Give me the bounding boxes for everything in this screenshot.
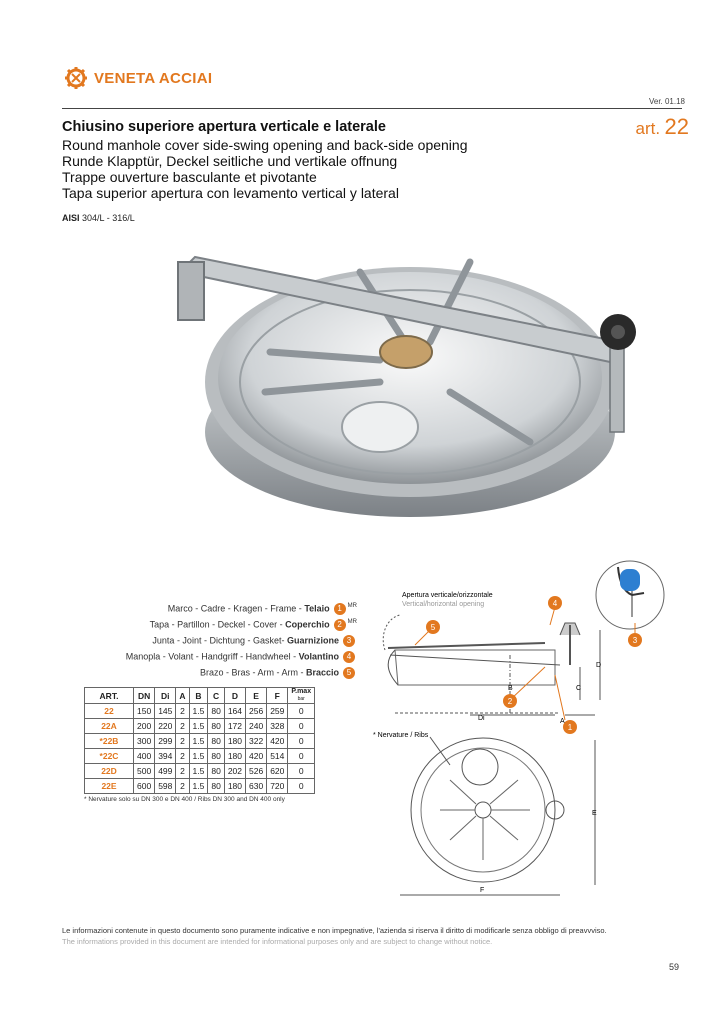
pmax-unit: bar	[297, 696, 305, 702]
table-cell: 2	[176, 779, 189, 794]
title-es: Tapa superior apertura con levamento vertical y lateral	[62, 185, 399, 201]
title-de: Runde Klapptür, Deckel seitliche und vertikale offnung	[62, 153, 398, 169]
part-item	[57, 619, 357, 631]
article-prefix: art.	[635, 119, 661, 138]
version-label: Ver. 01.18	[648, 97, 685, 106]
col-d: D	[224, 688, 245, 704]
table-row	[85, 704, 315, 719]
table-row	[85, 734, 315, 749]
part-mr: MR	[347, 619, 357, 626]
article-number	[636, 114, 690, 140]
table-cell: 150	[134, 704, 155, 719]
table-cell: 1.5	[189, 734, 208, 749]
part-item	[57, 651, 357, 663]
col-c: C	[208, 688, 224, 704]
dim-d: D	[596, 662, 602, 669]
title-en: Round manhole cover side-swing opening and back-side opening	[62, 137, 468, 153]
table-cell-art: 22A	[85, 719, 134, 734]
col-a: A	[176, 688, 189, 704]
article-value: 22	[664, 114, 689, 139]
product-photo	[170, 232, 640, 522]
table-cell: 80	[208, 764, 224, 779]
table-cell: 630	[246, 779, 267, 794]
table-cell: 0	[288, 779, 315, 794]
part-text: Marco - Cadre - Kragen - Frame -	[167, 603, 305, 614]
table-cell: 2	[176, 734, 189, 749]
col-art: ART.	[85, 688, 134, 704]
table-cell: 720	[267, 779, 288, 794]
table-cell: 420	[246, 749, 267, 764]
table-cell: 514	[267, 749, 288, 764]
table-cell: 1.5	[189, 719, 208, 734]
table-cell-art: 22D	[85, 764, 134, 779]
table-cell: 180	[224, 734, 245, 749]
part-number-badge: 3	[343, 635, 355, 647]
table-cell: 620	[267, 764, 288, 779]
table-row	[85, 719, 315, 734]
dim-di: Di	[478, 715, 485, 722]
table-cell-art: *22B	[85, 734, 134, 749]
material-value: 304/L - 316/L	[82, 213, 135, 223]
table-cell: 300	[134, 734, 155, 749]
part-number-badge: 2	[334, 619, 346, 631]
callout-1: 1	[567, 723, 573, 732]
table-row	[85, 749, 315, 764]
gear-logo-icon	[64, 66, 88, 90]
table-row	[85, 779, 315, 794]
callout-2: 2	[507, 697, 513, 706]
table-cell: 180	[224, 779, 245, 794]
table-cell: 600	[134, 779, 155, 794]
title-fr: Trappe ouverture basculante et pivotante	[62, 169, 317, 185]
opening-label-it: Apertura verticale/orizzontale	[402, 592, 493, 599]
table-cell: 80	[208, 719, 224, 734]
table-cell: 499	[155, 764, 176, 779]
table-header-row	[85, 688, 315, 704]
part-text: Tapa - Partillon - Deckel - Cover -	[149, 619, 286, 630]
disclaimer-en: The informations provided in this document are intended for informational purposes only and are subject to change without notice.	[62, 937, 493, 946]
table-cell: 0	[288, 764, 315, 779]
disclaimer-it: Le informazioni contenute in questo documento sono puramente indicative e non impegnative, l'azienda si riserva il diritto di modificarle senza obbligo di preavvviso.	[62, 926, 607, 935]
col-b: B	[189, 688, 208, 704]
col-di: Di	[155, 688, 176, 704]
table-cell-art: *22C	[85, 749, 134, 764]
part-bold: Guarnizione	[286, 635, 339, 646]
callout-4: 4	[552, 599, 558, 608]
col-pmax	[288, 688, 315, 704]
brand-logo	[64, 64, 214, 92]
part-item	[57, 635, 357, 647]
table-cell: 598	[155, 779, 176, 794]
table-cell: 0	[288, 734, 315, 749]
callout-5: 5	[430, 623, 436, 632]
table-cell-art: 22	[85, 704, 134, 719]
table-cell: 172	[224, 719, 245, 734]
col-e: E	[246, 688, 267, 704]
part-number-badge: 1	[334, 603, 346, 615]
dim-b: B	[508, 685, 513, 692]
table-cell: 1.5	[189, 764, 208, 779]
table-cell: 526	[246, 764, 267, 779]
dim-e: E	[592, 810, 597, 817]
part-number-badge: 5	[343, 667, 355, 679]
callout-3: 3	[632, 636, 638, 645]
material-line	[62, 213, 135, 223]
table-cell: 145	[155, 704, 176, 719]
table-cell: 202	[224, 764, 245, 779]
part-item	[57, 603, 357, 615]
part-text: Brazo - Bras - Arm - Arm -	[199, 667, 306, 678]
table-row	[85, 764, 315, 779]
table-cell: 1.5	[189, 704, 208, 719]
table-cell: 220	[155, 719, 176, 734]
table-note: * Nervature solo su DN 300 e DN 400 / Ribs DN 300 and DN 400 only	[84, 796, 285, 803]
part-text: Junta - Joint - Dichtung - Gasket-	[152, 635, 287, 646]
part-text: Manopla - Volant - Handgriff - Handwheel -	[125, 651, 299, 662]
table-cell: 256	[246, 704, 267, 719]
ribs-label: * Nervature / Ribs	[373, 732, 429, 739]
page-number: 59	[668, 962, 679, 972]
table-cell: 0	[288, 704, 315, 719]
table-cell: 80	[208, 734, 224, 749]
brand-name: VENETA ACCIAI	[94, 69, 213, 87]
table-cell: 500	[134, 764, 155, 779]
part-bold: Volantino	[298, 651, 339, 662]
table-cell: 200	[134, 719, 155, 734]
table-cell: 164	[224, 704, 245, 719]
table-cell: 0	[288, 719, 315, 734]
technical-drawing	[370, 555, 670, 900]
table-cell: 420	[267, 734, 288, 749]
table-cell: 80	[208, 779, 224, 794]
table-cell: 1.5	[189, 749, 208, 764]
part-bold: Braccio	[305, 667, 339, 678]
table-cell-art: 22E	[85, 779, 134, 794]
dim-f: F	[480, 887, 485, 894]
table-cell: 2	[176, 719, 189, 734]
title-it: Chiusino superiore apertura verticale e laterale	[62, 119, 386, 135]
table-cell: 400	[134, 749, 155, 764]
table-cell: 2	[176, 704, 189, 719]
header-rule	[62, 108, 682, 109]
part-item	[57, 667, 357, 679]
part-bold: Telaio	[304, 603, 330, 614]
spec-table	[84, 687, 315, 794]
pmax-label: P.max	[291, 688, 312, 695]
table-cell: 0	[288, 749, 315, 764]
opening-label-en: Vertical/horizontal opening	[402, 601, 485, 608]
table-cell: 299	[155, 734, 176, 749]
dim-c: C	[576, 685, 582, 692]
col-dn: DN	[134, 688, 155, 704]
table-cell: 322	[246, 734, 267, 749]
col-f: F	[267, 688, 288, 704]
material-label: AISI	[62, 213, 80, 223]
table-cell: 2	[176, 764, 189, 779]
table-cell: 80	[208, 749, 224, 764]
part-mr: MR	[347, 603, 357, 610]
table-cell: 1.5	[189, 779, 208, 794]
callout-badges	[426, 596, 642, 734]
dim-a: A	[560, 718, 565, 725]
part-bold: Coperchio	[285, 619, 330, 630]
table-cell: 2	[176, 749, 189, 764]
table-cell: 394	[155, 749, 176, 764]
table-cell: 80	[208, 704, 224, 719]
table-cell: 259	[267, 704, 288, 719]
table-cell: 240	[246, 719, 267, 734]
table-cell: 328	[267, 719, 288, 734]
part-number-badge: 4	[343, 651, 355, 663]
table-cell: 180	[224, 749, 245, 764]
